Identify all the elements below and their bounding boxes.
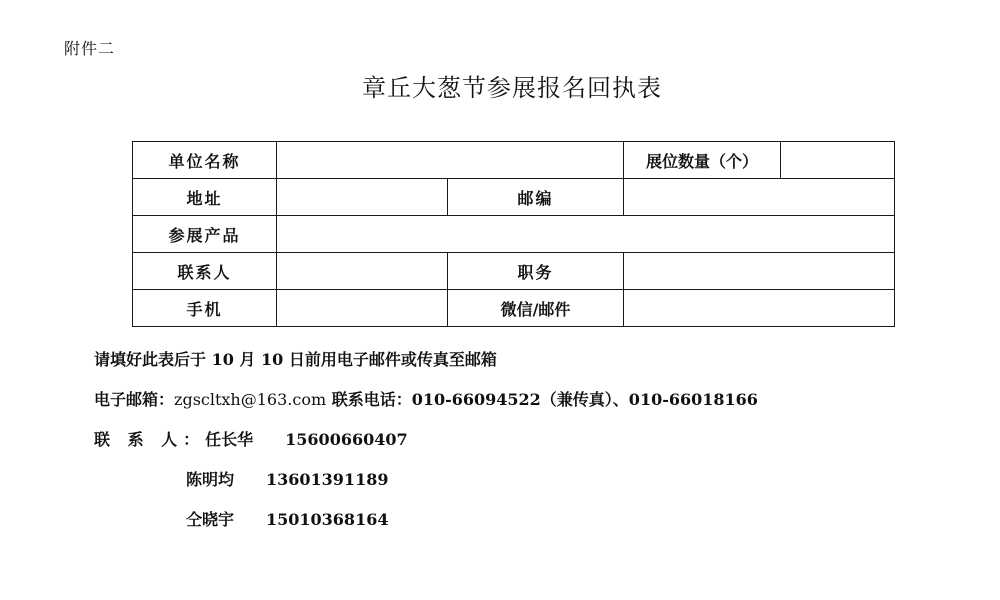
booth-count-field[interactable] [781,142,895,179]
attachment-label: 附件二 [64,39,116,58]
products-label: 参展产品 [133,216,277,253]
postcode-label: 邮编 [448,179,624,216]
instruction-text: 请填好此表后于 10 月 10 日前用电子邮件或传真至邮箱 [94,350,497,369]
contact-phone: 15600660407 [285,430,408,449]
unit-name-label: 单位名称 [133,142,277,179]
contact-phone: 13601391189 [266,470,389,489]
contact-row [186,510,388,530]
contact-row [94,430,408,450]
row-products [133,216,895,253]
wechat-email-field[interactable] [624,290,895,327]
email-prefix: 电子邮箱： [94,390,175,409]
contact-phone: 15010368164 [266,510,389,529]
phone-prefix: 联系电话： [326,390,412,409]
contact-row [186,470,388,490]
contact-person-field[interactable] [277,253,448,290]
phone-numbers: 010-66094522（兼传真）、010-66018166 [411,390,758,409]
contact-name: 任长华 [205,430,254,449]
position-label: 职务 [448,253,624,290]
page-title: 章丘大葱节参展报名回执表 [362,74,662,102]
booth-count-label: 展位数量（个） [624,142,781,179]
products-field[interactable] [277,216,895,253]
registration-form-table [132,141,895,327]
mobile-label: 手机 [133,290,277,327]
contacts-label: 联 系 人： [94,430,206,449]
wechat-email-label: 微信/邮件 [448,290,624,327]
contact-name: 陈明均 [186,470,235,489]
email-address[interactable]: zgscltxh@163.com [174,390,327,409]
row-mobile [133,290,895,327]
email-phone-line [94,390,758,410]
postcode-field[interactable] [624,179,895,216]
unit-name-field[interactable] [277,142,624,179]
row-contact-person [133,253,895,290]
row-unit-name [133,142,895,179]
mobile-field[interactable] [277,290,448,327]
contact-person-label: 联系人 [133,253,277,290]
contact-name: 仝晓宇 [186,510,235,529]
position-field[interactable] [624,253,895,290]
address-label: 地址 [133,179,277,216]
row-address [133,179,895,216]
address-field[interactable] [277,179,448,216]
